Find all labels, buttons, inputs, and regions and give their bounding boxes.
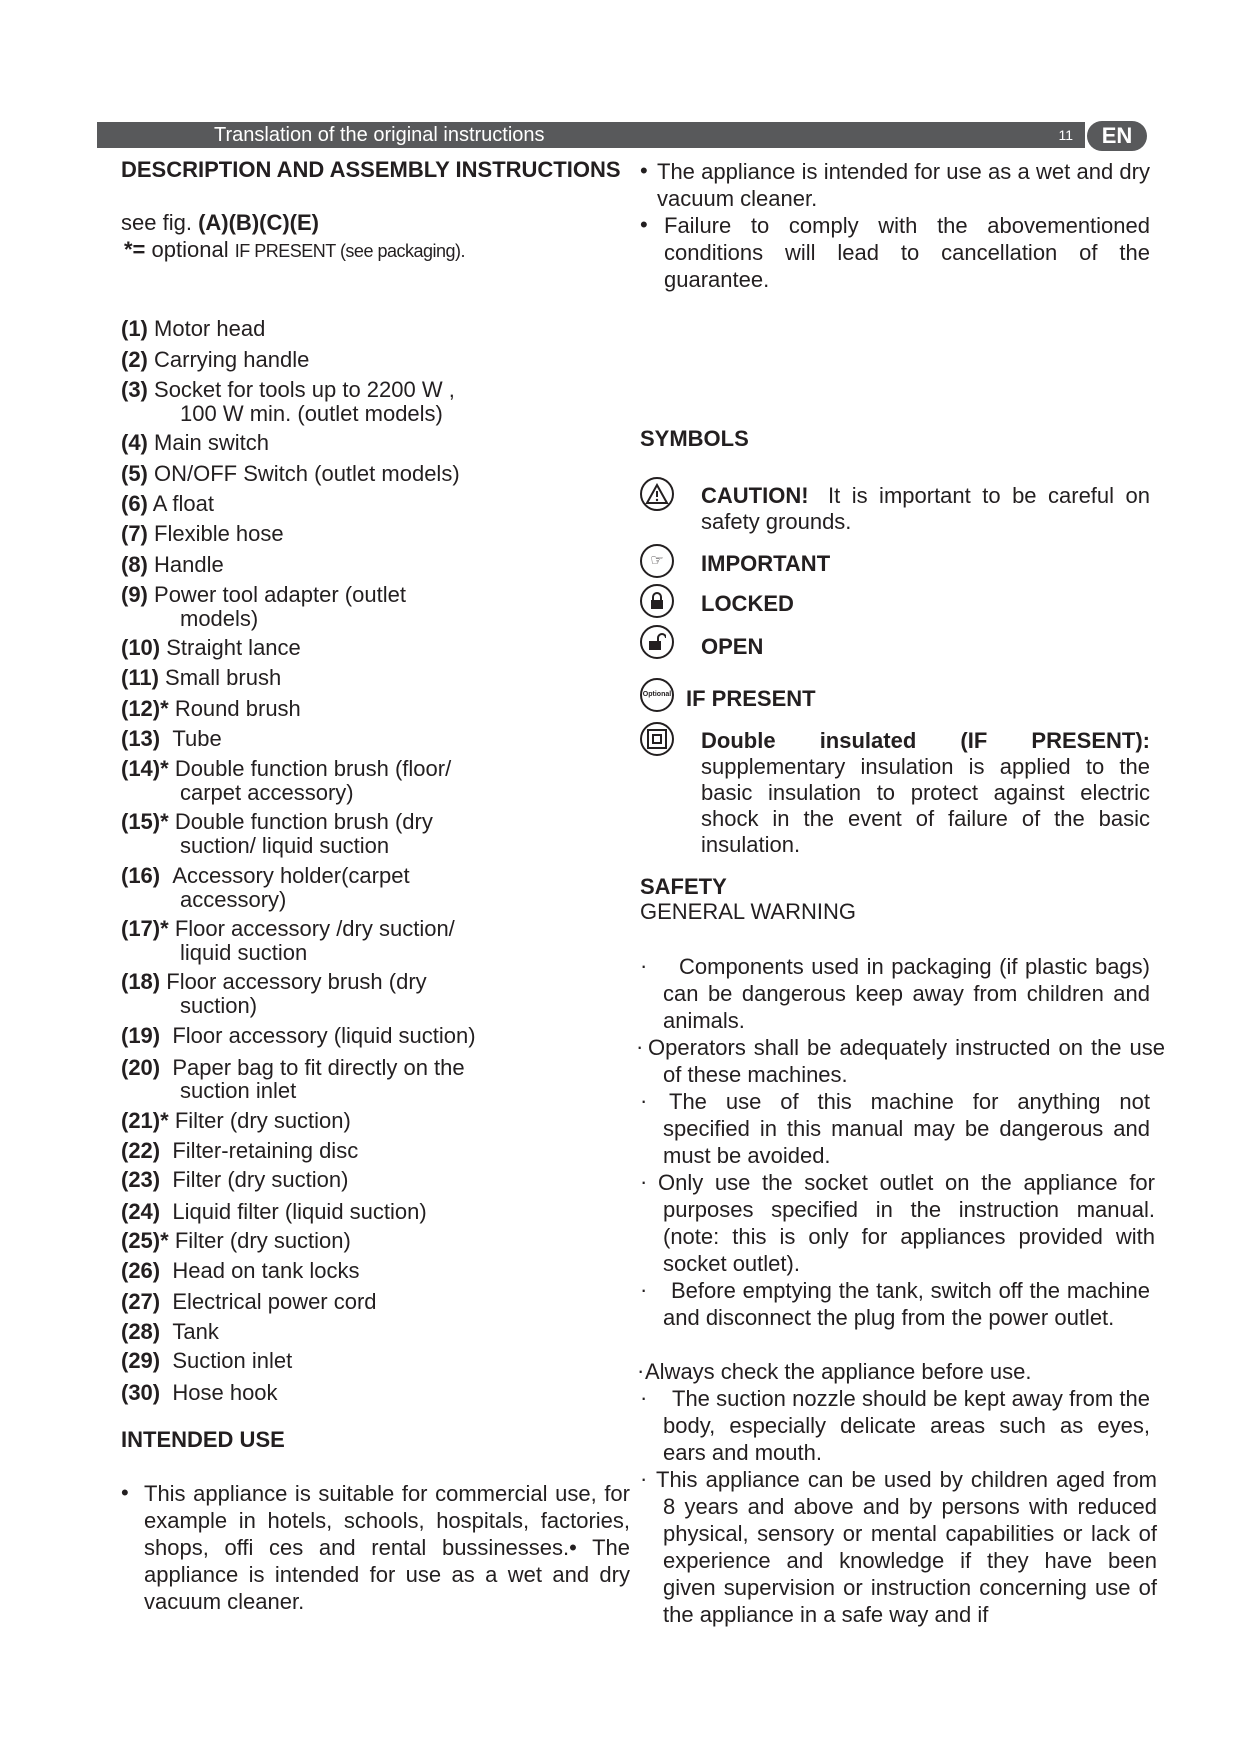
parts-item: (23) Filter (dry suction) xyxy=(121,1167,349,1192)
parts-item: (4) Main switch xyxy=(121,430,269,455)
double-insulated-label: Double insulated (IF PRESENT): xyxy=(701,728,1150,753)
optional-word: optional xyxy=(151,237,229,262)
intended-use-bullet: The appliance is intended for use as a wet and dry vacuum cleaner. xyxy=(657,159,1150,211)
parts-item: (19) Floor accessory (liquid suction) xyxy=(121,1023,476,1048)
lock-open-icon xyxy=(640,625,674,659)
parts-item: (20) Paper bag to fit directly on the suction inlet xyxy=(121,1055,465,1103)
parts-item: (21)* Filter (dry suction) xyxy=(121,1108,351,1133)
header-bar xyxy=(97,122,1085,148)
parts-item: (3) Socket for tools up to 2200 W , 100 W min. (outlet models) xyxy=(121,377,455,426)
guarantee-bullet: Failure to comply with the abovementioned conditions will lead to cancellation of the guarantee. xyxy=(664,213,1150,292)
parts-item: (24) Liquid filter (liquid suction) xyxy=(121,1199,427,1224)
parts-item: (28) Tank xyxy=(121,1319,219,1344)
important-label: IMPORTANT xyxy=(701,551,831,576)
bullet-dot: · xyxy=(640,1277,648,1302)
bullet-dot: · xyxy=(636,1034,644,1059)
general-warning-subheading: GENERAL WARNING xyxy=(640,899,856,924)
pointing-hand-icon: ☞ xyxy=(640,544,674,578)
bullet-dot: • xyxy=(640,158,648,183)
bullet-dot: • xyxy=(121,1480,129,1505)
bullet-dot: · xyxy=(640,1088,648,1113)
optional-note: IF PRESENT (see packaging). xyxy=(234,241,466,261)
open-label: OPEN xyxy=(701,634,764,659)
intended-use-text: This appliance is suitable for commercial use, for example in hotels, schools, hospitals, factories, shops, offi ces and rental bussinesses.• The appliance is intended for use as a wet and dry vacuum cleaner. xyxy=(144,1481,630,1614)
see-figure-line xyxy=(121,209,319,236)
parts-item: (26) Head on tank locks xyxy=(121,1258,360,1283)
lock-closed-icon xyxy=(640,584,674,618)
if-present-label: IF PRESENT xyxy=(686,686,816,711)
see-fig-prefix: see fig. xyxy=(121,210,192,235)
bullet-dot: · xyxy=(640,1169,648,1194)
double-insulated-description: supplementary insulation is applied to the basic insulation to protect against electric shock in the event of failure of the basic insulation. xyxy=(701,754,1150,857)
parts-item: (16) Accessory holder(carpet accessory) xyxy=(121,863,410,912)
parts-item: (29) Suction inlet xyxy=(121,1348,293,1373)
optional-icon: Optional xyxy=(640,678,674,712)
safety-item: Operators shall be adequately instructed on the use of these machines. xyxy=(648,1035,1165,1087)
safety-heading: SAFETY xyxy=(640,874,727,899)
double-insulated-text xyxy=(701,728,1150,858)
language-badge: EN xyxy=(1087,121,1147,151)
intended-use-heading: INTENDED USE xyxy=(121,1427,285,1452)
parts-item: (12)* Round brush xyxy=(121,696,301,721)
parts-item: (11) Small brush xyxy=(121,665,282,690)
parts-item: (22) Filter-retaining disc xyxy=(121,1138,359,1163)
bullet-dot: · xyxy=(640,953,648,978)
caution-text: It is important to be careful on safety grounds. xyxy=(701,483,1150,534)
parts-item: (13) Tube xyxy=(121,726,222,751)
parts-item: (15)* Double function brush (dry suction/ liquid suction xyxy=(121,809,433,858)
parts-item: (2) Carrying handle xyxy=(121,347,310,372)
parts-item: (10) Straight lance xyxy=(121,635,301,660)
parts-item: (7) Flexible hose xyxy=(121,521,284,546)
header-title: Translation of the original instructions xyxy=(214,124,545,146)
parts-item: (17)* Floor accessory /dry suction/ liquid suction xyxy=(121,916,455,965)
safety-item: Always check the appliance before use. xyxy=(645,1359,1032,1384)
optional-prefix: *= xyxy=(124,237,146,262)
symbols-heading: SYMBOLS xyxy=(640,426,749,451)
see-fig-refs: (A)(B)(C)(E) xyxy=(198,210,320,235)
safety-item: The suction nozzle should be kept away from the body, especially delicate areas such as eyes, ears and mouth. xyxy=(663,1386,1150,1465)
parts-item: (14)* Double function brush (floor/ carpet accessory) xyxy=(121,756,452,805)
parts-item: (30) Hose hook xyxy=(121,1380,278,1405)
parts-item: (9) Power tool adapter (outlet models) xyxy=(121,582,406,631)
warning-triangle-icon xyxy=(640,477,674,511)
parts-item: (18) Floor accessory brush (dry suction) xyxy=(121,969,427,1018)
double-insulated-icon xyxy=(640,722,674,756)
bullet-dot: • xyxy=(640,212,648,237)
bullet-dot: · xyxy=(637,1358,645,1383)
parts-item: (27) Electrical power cord xyxy=(121,1289,377,1314)
safety-item: Only use the socket outlet on the appliance for purposes specified in the instruction manual. (note: this is only for appliances provided with socket outlet). xyxy=(658,1170,1155,1276)
safety-item: This appliance can be used by children aged from 8 years and above and by persons with reduced physical, sensory or mental capabilities or lack of experience and knowledge if they have been given supervision or instruction concerning use of the appliance in a safe way and if xyxy=(656,1467,1157,1627)
caution-label: CAUTION! xyxy=(701,483,809,508)
parts-item: (8) Handle xyxy=(121,552,224,577)
description-heading: DESCRIPTION AND ASSEMBLY INSTRUCTIONS xyxy=(121,157,621,182)
parts-item: (1) Motor head xyxy=(121,316,266,341)
parts-item: (25)* Filter (dry suction) xyxy=(121,1228,351,1253)
safety-item: Components used in packaging (if plastic bags) can be dangerous keep away from children and animals. xyxy=(663,954,1150,1033)
safety-item: The use of this machine for anything not specified in this manual may be dangerous and must be avoided. xyxy=(663,1089,1150,1168)
safety-item: Before emptying the tank, switch off the machine and disconnect the plug from the power outlet. xyxy=(663,1278,1150,1330)
parts-item: (6) A float xyxy=(121,491,214,516)
locked-label: LOCKED xyxy=(701,591,794,616)
page-number: 11 xyxy=(1058,127,1073,143)
optional-legend xyxy=(124,236,465,265)
bullet-dot: · xyxy=(640,1466,648,1491)
bullet-dot: · xyxy=(640,1385,648,1410)
parts-item: (5) ON/OFF Switch (outlet models) xyxy=(121,461,460,486)
